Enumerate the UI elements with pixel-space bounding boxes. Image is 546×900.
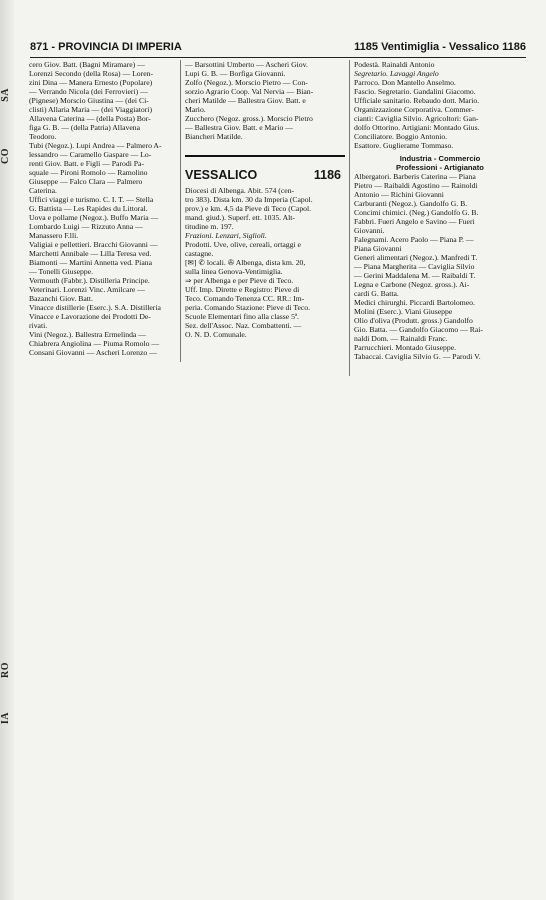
edge-mark: RO xyxy=(0,662,11,678)
entry-line: rivati. xyxy=(29,321,48,330)
entry-line: Fabbri. Fueri Angelo e Savino — Fueri xyxy=(354,217,475,226)
entry-line: Consani Giovanni — Ascheri Lorenzo — xyxy=(29,348,157,357)
entry-line: G. Battista — Les Rapides du Littoral. xyxy=(29,204,148,213)
entry-line: Legna e Carbone (Negoz. gross.). Ai- xyxy=(354,280,470,289)
entry-line: Bazanchi Giov. Batt. xyxy=(29,294,93,303)
entry-line: Carburanti (Negoz.). Gandolfo G. B. xyxy=(354,199,468,208)
entry-line: Zolfo (Negoz.). Morscio Pietro — Con- xyxy=(185,78,308,87)
desc-line: Teco. Comando Tenenza CC. RR.: Im- xyxy=(185,294,305,303)
official-line: Fascio. Segretario. Gandalini Giacomo. xyxy=(354,87,476,96)
section-title: Professioni - Artigianato xyxy=(396,163,484,172)
desc-line: Diocesi di Albenga. Abit. 574 (cen- xyxy=(185,186,295,195)
official-line: cianti: Caviglia Silvio. Agricoltori: Gan- xyxy=(354,114,479,123)
column-divider xyxy=(180,60,181,362)
desc-line: [✉] ✆ locali. ✇ Albenga, dista km. 20, xyxy=(185,258,306,267)
entry-line: Vinacce distillerie (Eserc.). S.A. Distilleria xyxy=(29,303,161,312)
entry-line: Zucchero (Negoz. gross.). Morscio Pietro xyxy=(185,114,313,123)
entry-line: sorzio Agrario Coop. Val Nervia — Bian- xyxy=(185,87,314,96)
official-line: Segretario. Lavaggi Angelo xyxy=(354,69,439,78)
entry-line: (Pignese) Morscio Giustina — (dei Ci- xyxy=(29,96,149,105)
entry-line: Marchetti Annibale — Lilla Teresa ved. xyxy=(29,249,152,258)
edge-mark: CO xyxy=(0,148,11,164)
entry-line: Valigiai e pellettieri. Bracchi Giovanni — xyxy=(29,240,158,249)
desc-line: Uff. Imp. Dirette e Registro: Pieve di xyxy=(185,285,300,294)
town-separator xyxy=(185,155,345,157)
desc-line: Scuole Elementari fino alla classe 5ª. xyxy=(185,312,299,321)
entry-line: Parrucchieri. Montado Giuseppe. xyxy=(354,343,457,352)
entry-line: Vini (Negoz.). Ballestra Ermelinda — xyxy=(29,330,146,339)
entry-line: — Tonelli Giuseppe. xyxy=(29,267,94,276)
entry-line: Manassero F.lli. xyxy=(29,231,79,240)
column-divider xyxy=(349,60,350,376)
entry-line: Olio d'oliva (Produtt. gross.) Gandolfo xyxy=(354,316,473,325)
entry-line: cardi G. Batta. xyxy=(354,289,399,298)
desc-line: Sez. dell'Assoc. Naz. Combattenti. — xyxy=(185,321,302,330)
entry-line: naldi Dom. — Rainaldi Franc. xyxy=(354,334,448,343)
entry-line: figa G. B. — (della Patria) Allavena xyxy=(29,123,141,132)
entry-line: renti Giov. Batt. e Figli — Parodi Pa- xyxy=(29,159,145,168)
section-title: Industria - Commercio xyxy=(399,154,481,163)
entry-line: — Verrando Nicola (dei Ferrovieri) — xyxy=(29,87,148,96)
desc-line: peria. Comando Stazione: Pieve di Teco. xyxy=(185,303,311,312)
entry-line: — Ballestra Giov. Batt. e Mario — xyxy=(185,123,293,132)
entry-line: Gio. Batta. — Gandolfo Giacomo — Rai- xyxy=(354,325,483,334)
entry-line: Tubi (Negoz.). Lupi Andrea — Palmero A- xyxy=(29,141,162,150)
entry-line: Chiabrera Angiolina — Piuma Romolo — xyxy=(29,339,160,348)
desc-line: Frazioni. Lenzari, Sigliolì. xyxy=(185,231,267,240)
entry-line: lessandro — Caramello Gaspare — Lo- xyxy=(29,150,152,159)
entry-line: Uffici viaggi e turismo. C. I. T. — Stella xyxy=(29,195,154,204)
official-line: Esattore. Guglierame Tommaso. xyxy=(354,141,454,150)
town-name: VESSALICO xyxy=(185,168,258,182)
entry-line: Tabaccai. Caviglia Silvio G. — Parodi V. xyxy=(354,352,481,361)
official-line: Organizzazione Corporativa. Commer- xyxy=(354,105,474,114)
official-line: Podestà. Rainaldi Antonio xyxy=(354,60,435,69)
entry-line: zini Dina — Manera Ernesto (Popolare) xyxy=(29,78,153,87)
entry-line: Lorenzi Secondo (della Rosa) — Loren- xyxy=(29,69,154,78)
edge-mark: IA xyxy=(0,712,11,725)
entry-line: Lombardo Luigi — Rizzuto Anna — xyxy=(29,222,143,231)
entry-line: — Gerini Maddalena M. — Raibaldi T. xyxy=(354,271,476,280)
official-line: Conciliatore. Boggio Antonio. xyxy=(354,132,448,141)
entry-line: Biamonti — Martini Annetta ved. Piana xyxy=(29,258,152,267)
entry-line: Teodoro. xyxy=(29,132,57,141)
entry-line: Giuseppe — Falco Clara — Palmero xyxy=(29,177,143,186)
desc-line: titudine m. 197. xyxy=(185,222,234,231)
desc-line: tro 383). Dista km. 30 da Imperia (Capol. xyxy=(185,195,313,204)
entry-line: Biancheri Matilde. xyxy=(185,132,243,141)
header-rule xyxy=(30,57,526,58)
entry-line: squale — Pironi Romolo — Ramolino xyxy=(29,168,148,177)
entry-line: — Piana Margherita — Caviglia Silvio xyxy=(354,262,475,271)
entry-line: Antonio — Richini Giovanni xyxy=(354,190,444,199)
town-number: 1186 xyxy=(313,168,341,182)
official-line: Parroco. Don Mantello Anselmo. xyxy=(354,78,456,87)
entry-line: Caterina. xyxy=(29,186,57,195)
entry-line: Concimi chimici. (Neg.) Gandolfo G. B. xyxy=(354,208,479,217)
entry-line: Giovanni. xyxy=(354,226,385,235)
header-right-title: 1185 Ventimiglia - Vessalico 1186 xyxy=(354,41,526,53)
entry-line: Piana Giovanni xyxy=(354,244,402,253)
column-3 xyxy=(354,60,526,361)
header-left-title: 871 - PROVINCIA DI IMPERIA xyxy=(30,41,182,53)
entry-line: Lupi G. B. — Borfiga Giovanni. xyxy=(185,69,286,78)
desc-line: sulla linea Genova-Ventimiglia. xyxy=(185,267,283,276)
entry-line: Veterinari. Lorenzi Vinc. Amilcare — xyxy=(29,285,145,294)
town-heading xyxy=(185,167,345,183)
official-line: dolfo Ottorino. Artigiani: Montado Gius. xyxy=(354,123,480,132)
edge-mark: SA xyxy=(0,88,11,102)
entry-line: Albergatori. Barberis Caterina — Piana xyxy=(354,172,476,181)
entry-line: Medici chirurghi. Piccardi Bartolomeo. xyxy=(354,298,475,307)
entry-line: Pietro — Raibaldi Agostino — Rainoldi xyxy=(354,181,478,190)
desc-line: castagne. xyxy=(185,249,214,258)
desc-line: ⇒ per Albenga e per Pieve di Teco. xyxy=(185,276,294,285)
official-line: Ufficiale sanitario. Rebaudo dott. Mario. xyxy=(354,96,480,105)
entry-line: cero Giov. Batt. (Bagni Miramare) — xyxy=(29,60,145,69)
entry-line: Generi alimentari (Negoz.). Manfredi T. xyxy=(354,253,478,262)
running-header xyxy=(30,39,526,55)
desc-line: mand. giud.). Superf. ett. 1035. Alt- xyxy=(185,213,295,222)
entry-line: Allavena Caterina — (della Posta) Bor- xyxy=(29,114,151,123)
desc-line: O. N. D. Comunale. xyxy=(185,330,247,339)
entry-line: Falegnami. Acero Paolo — Piana P. — xyxy=(354,235,474,244)
bound-edge-strip xyxy=(0,0,14,900)
entry-line: cheri Matilde — Ballestra Giov. Batt. e xyxy=(185,96,306,105)
entry-line: clisti) Allaria Maria — (dei Viaggiatori) xyxy=(29,105,152,114)
column-1 xyxy=(29,60,175,357)
entry-line: Vinacce e Lavorazione dei Prodotti De- xyxy=(29,312,151,321)
entry-line: Vermouth (Fabbr.). Distilleria Principe. xyxy=(29,276,150,285)
column-2 xyxy=(185,60,345,339)
entry-line: Uova e pollame (Negoz.). Buffo Maria — xyxy=(29,213,159,222)
desc-line: prov.) e km. 4,5 da Pieve di Teco (Capol. xyxy=(185,204,312,213)
entry-line: Mario. xyxy=(185,105,206,114)
entry-line: Molini (Eserc.). Viani Giuseppe xyxy=(354,307,453,316)
entry-line: — Barsottini Umberto — Ascheri Giov. xyxy=(185,60,308,69)
desc-line: Prodotti. Uve, olive, cereali, ortaggi e xyxy=(185,240,301,249)
